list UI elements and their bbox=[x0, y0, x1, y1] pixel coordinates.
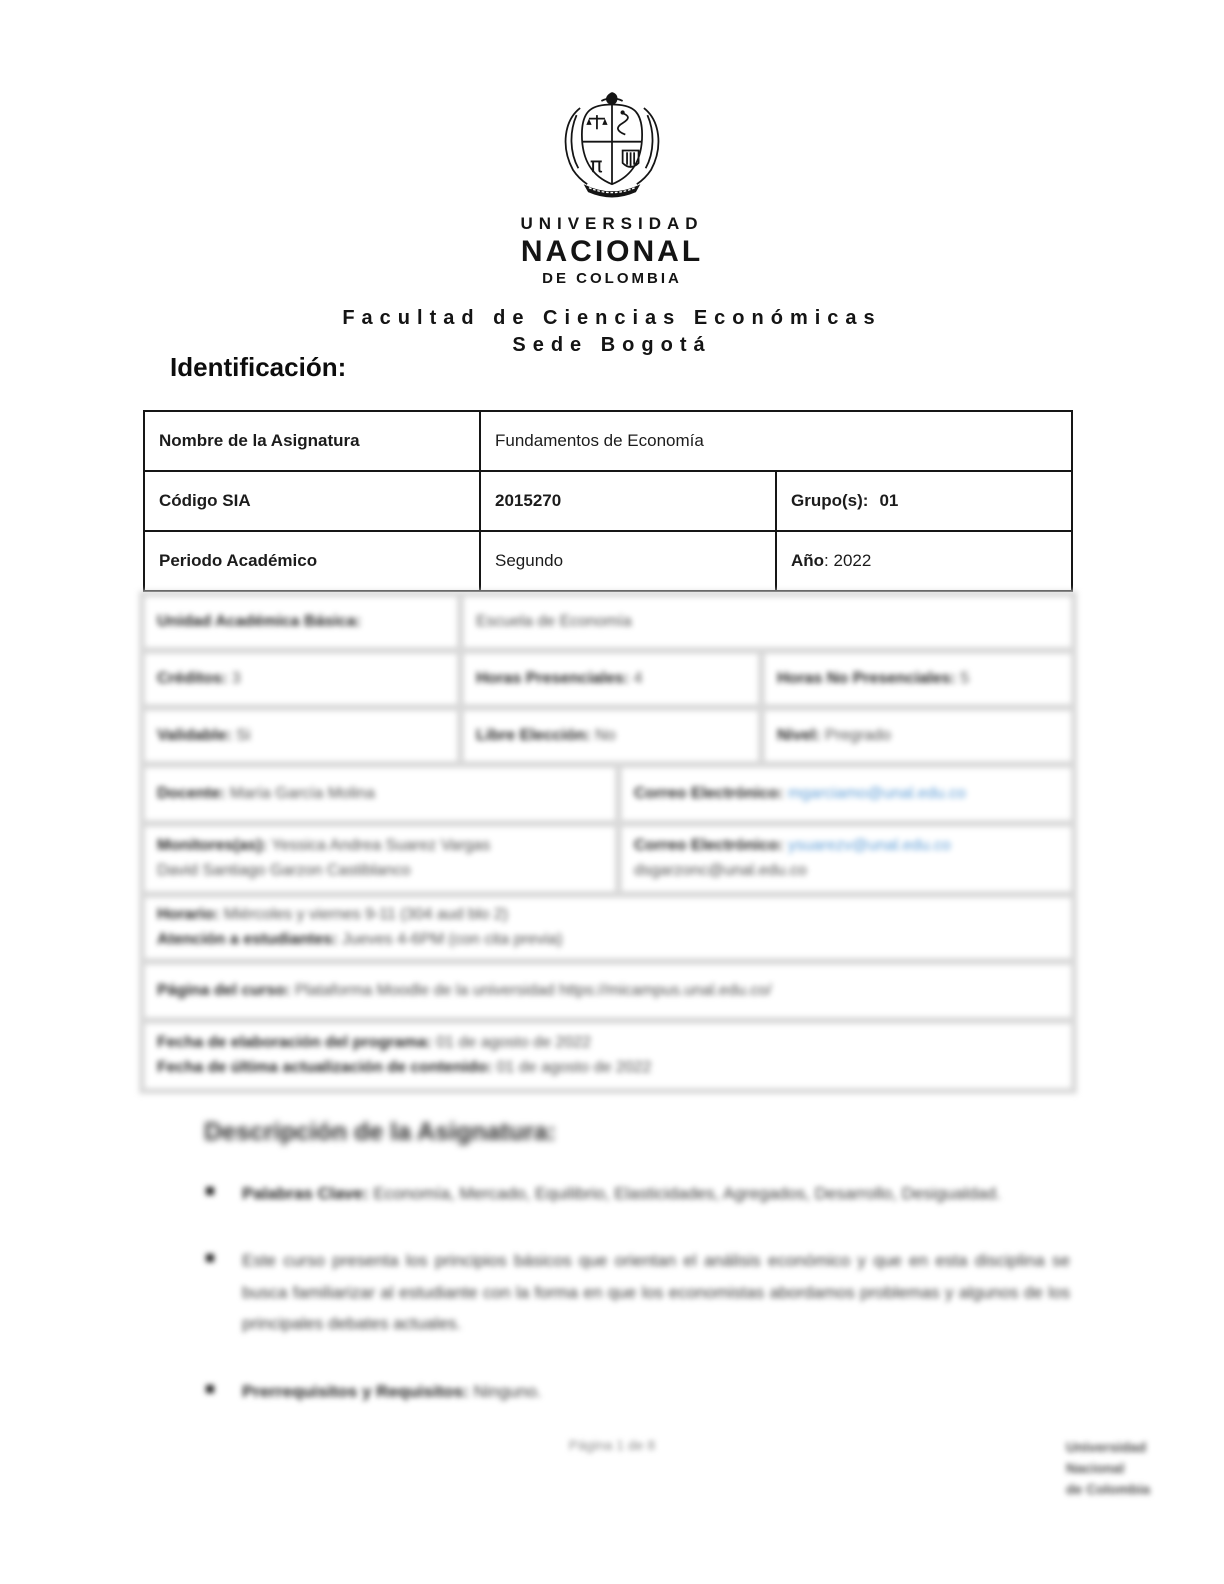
docente-label: Docente: bbox=[157, 784, 226, 802]
correo-docente-cell bbox=[622, 768, 1071, 820]
ano-cell bbox=[776, 531, 1072, 591]
blurred-identification-table bbox=[139, 591, 1077, 1094]
document-header bbox=[0, 88, 1224, 357]
prerrequisitos-label: Prerrequisitos y Requisitos: bbox=[242, 1381, 469, 1401]
pagina-curso-cell bbox=[145, 965, 1071, 1017]
description-section-title: Descripción de la Asignatura: bbox=[204, 1118, 556, 1146]
periodo-academico-value: Segundo bbox=[480, 531, 776, 591]
university-name-line1: UNIVERSIDAD bbox=[520, 214, 704, 233]
table-row bbox=[145, 827, 1071, 891]
horas-presenciales-value: 4 bbox=[633, 669, 643, 687]
fechas-cell bbox=[145, 1024, 1071, 1088]
horario-cell bbox=[145, 898, 1071, 958]
fecha-elaboracion-label: Fecha de elaboración del programa: bbox=[157, 1034, 432, 1052]
fecha-elaboracion-value: 01 de agosto de 2022 bbox=[436, 1034, 592, 1052]
atencion-label: Atención a estudiantes: bbox=[157, 931, 338, 948]
correo-monitores-link-1[interactable]: ysuarezv@unal.edu.co bbox=[787, 837, 951, 855]
nivel-value: Pregrado bbox=[825, 726, 891, 744]
identification-section-title: Identificación: bbox=[170, 352, 347, 382]
table-row bbox=[145, 711, 1071, 761]
table-row bbox=[145, 965, 1071, 1017]
creditos-label: Créditos: bbox=[157, 669, 228, 687]
nivel-cell bbox=[765, 711, 1071, 761]
libre-eleccion-label: Libre Elección: bbox=[476, 726, 591, 744]
table-row bbox=[145, 654, 1071, 704]
course-description-text: Este curso presenta los principios básicos que orientan el análisis económico y que en esta disciplina se busca familiarizar al estudiante con la forma en que los economistas abordamos problemas y algunos de los principales debates actuales. bbox=[242, 1251, 1070, 1334]
list-item bbox=[204, 1376, 1070, 1407]
horas-no-presenciales-label: Horas No Presenciales: bbox=[777, 669, 956, 687]
codigo-sia-value: 2015270 bbox=[480, 471, 776, 531]
grupo-value: 01 bbox=[879, 491, 899, 510]
pagina-curso-link[interactable]: https://micampus.unal.edu.co/ bbox=[558, 981, 772, 999]
ano-label: Año bbox=[791, 551, 825, 570]
nombre-asignatura-value: Fundamentos de Economía bbox=[480, 411, 1072, 471]
horas-presenciales-cell bbox=[464, 654, 758, 704]
libre-eleccion-cell bbox=[464, 711, 758, 761]
docente-cell bbox=[145, 768, 615, 820]
table-row bbox=[145, 597, 1071, 647]
table-row bbox=[144, 471, 1072, 531]
unidad-academica-label: Unidad Académica Básica: bbox=[157, 612, 361, 630]
university-name-line2: NACIONAL bbox=[520, 235, 704, 268]
page-number: Página 1 de 8 bbox=[568, 1437, 656, 1453]
monitores-cell bbox=[145, 827, 615, 891]
correo-monitores-link-2[interactable]: dsgarzonc@unal.edu.co bbox=[634, 862, 807, 879]
table-row bbox=[145, 898, 1071, 958]
table-row bbox=[144, 531, 1072, 591]
horas-presenciales-label: Horas Presenciales: bbox=[476, 669, 629, 687]
horario-label: Horario: bbox=[157, 906, 220, 924]
validable-cell bbox=[145, 711, 457, 761]
pagina-curso-value: Plataforma Moodle de la universidad bbox=[294, 981, 555, 999]
list-item bbox=[204, 1245, 1070, 1339]
wordmark-line1: Universidad bbox=[1066, 1439, 1147, 1455]
nivel-label: Nivel: bbox=[777, 726, 821, 744]
table-row bbox=[145, 1024, 1071, 1088]
unidad-academica-value: Escuela de Economía bbox=[464, 597, 1071, 647]
svg-text:π: π bbox=[589, 152, 603, 178]
libre-eleccion-value: No bbox=[595, 726, 616, 744]
creditos-cell bbox=[145, 654, 457, 704]
wordmark-line3: de Colombia bbox=[1066, 1481, 1151, 1497]
correo-docente-link[interactable]: mgarciamo@unal.edu.co bbox=[787, 784, 966, 802]
description-bullet-list bbox=[204, 1178, 1070, 1443]
monitores-value-2: David Santiago Garzon Castiblanco bbox=[157, 862, 411, 879]
validable-label: Validable: bbox=[157, 726, 232, 744]
correo-monitores-label: Correo Electrónico: bbox=[634, 837, 784, 855]
correo-monitores-cell bbox=[622, 827, 1071, 891]
grupo-cell bbox=[776, 471, 1072, 531]
unal-coat-of-arms-icon bbox=[550, 88, 674, 206]
faculty-name: Facultad de Ciencias Económicas bbox=[342, 307, 882, 329]
monitores-value-1: Yessica Andrea Suarez Vargas bbox=[271, 837, 491, 855]
palabras-clave-text: Economía, Mercado, Equilibrio, Elasticidades, Agregados, Desarrollo, Desigualdad. bbox=[368, 1184, 1001, 1203]
horas-no-presenciales-value: 5 bbox=[960, 669, 970, 687]
docente-value: María García Molina bbox=[229, 784, 375, 802]
table-row bbox=[145, 768, 1071, 820]
nombre-asignatura-label: Nombre de la Asignatura bbox=[144, 411, 480, 471]
codigo-sia-label: Código SIA bbox=[144, 471, 480, 531]
unal-wordmark bbox=[1066, 1437, 1196, 1500]
identification-table bbox=[143, 410, 1073, 592]
palabras-clave-label: Palabras Clave: bbox=[242, 1184, 369, 1203]
ano-value: : 2022 bbox=[824, 551, 872, 570]
fecha-actualizacion-label: Fecha de última actualización de contenido: bbox=[157, 1059, 493, 1076]
periodo-academico-label: Periodo Académico bbox=[144, 531, 480, 591]
table-row bbox=[144, 411, 1072, 471]
horas-no-presenciales-cell bbox=[765, 654, 1071, 704]
square-bullet-icon bbox=[206, 1385, 214, 1393]
atencion-value: Jueves 4-6PM (con cita previa) bbox=[341, 931, 563, 948]
list-item bbox=[204, 1178, 1070, 1209]
horario-value: Miércoles y viernes 9-11 (304 aud blo 2) bbox=[223, 906, 508, 924]
square-bullet-icon bbox=[206, 1254, 214, 1262]
prerrequisitos-text: Ninguno. bbox=[468, 1381, 542, 1401]
university-name-line3: DE COLOMBIA bbox=[542, 270, 682, 287]
pagina-curso-label: Página del curso: bbox=[157, 981, 291, 999]
monitores-label: Monitores(as): bbox=[157, 837, 268, 855]
fecha-actualizacion-value: 01 de agosto de 2022 bbox=[496, 1059, 652, 1076]
unidad-academica-cell bbox=[145, 597, 457, 647]
campus-name: Sede Bogotá bbox=[512, 334, 712, 356]
validable-value: Si bbox=[236, 726, 251, 744]
grupo-label: Grupo(s): bbox=[791, 491, 869, 510]
square-bullet-icon bbox=[206, 1187, 214, 1195]
creditos-value: 3 bbox=[231, 669, 241, 687]
wordmark-line2: Nacional bbox=[1066, 1460, 1125, 1476]
correo-docente-label: Correo Electrónico: bbox=[634, 784, 784, 802]
